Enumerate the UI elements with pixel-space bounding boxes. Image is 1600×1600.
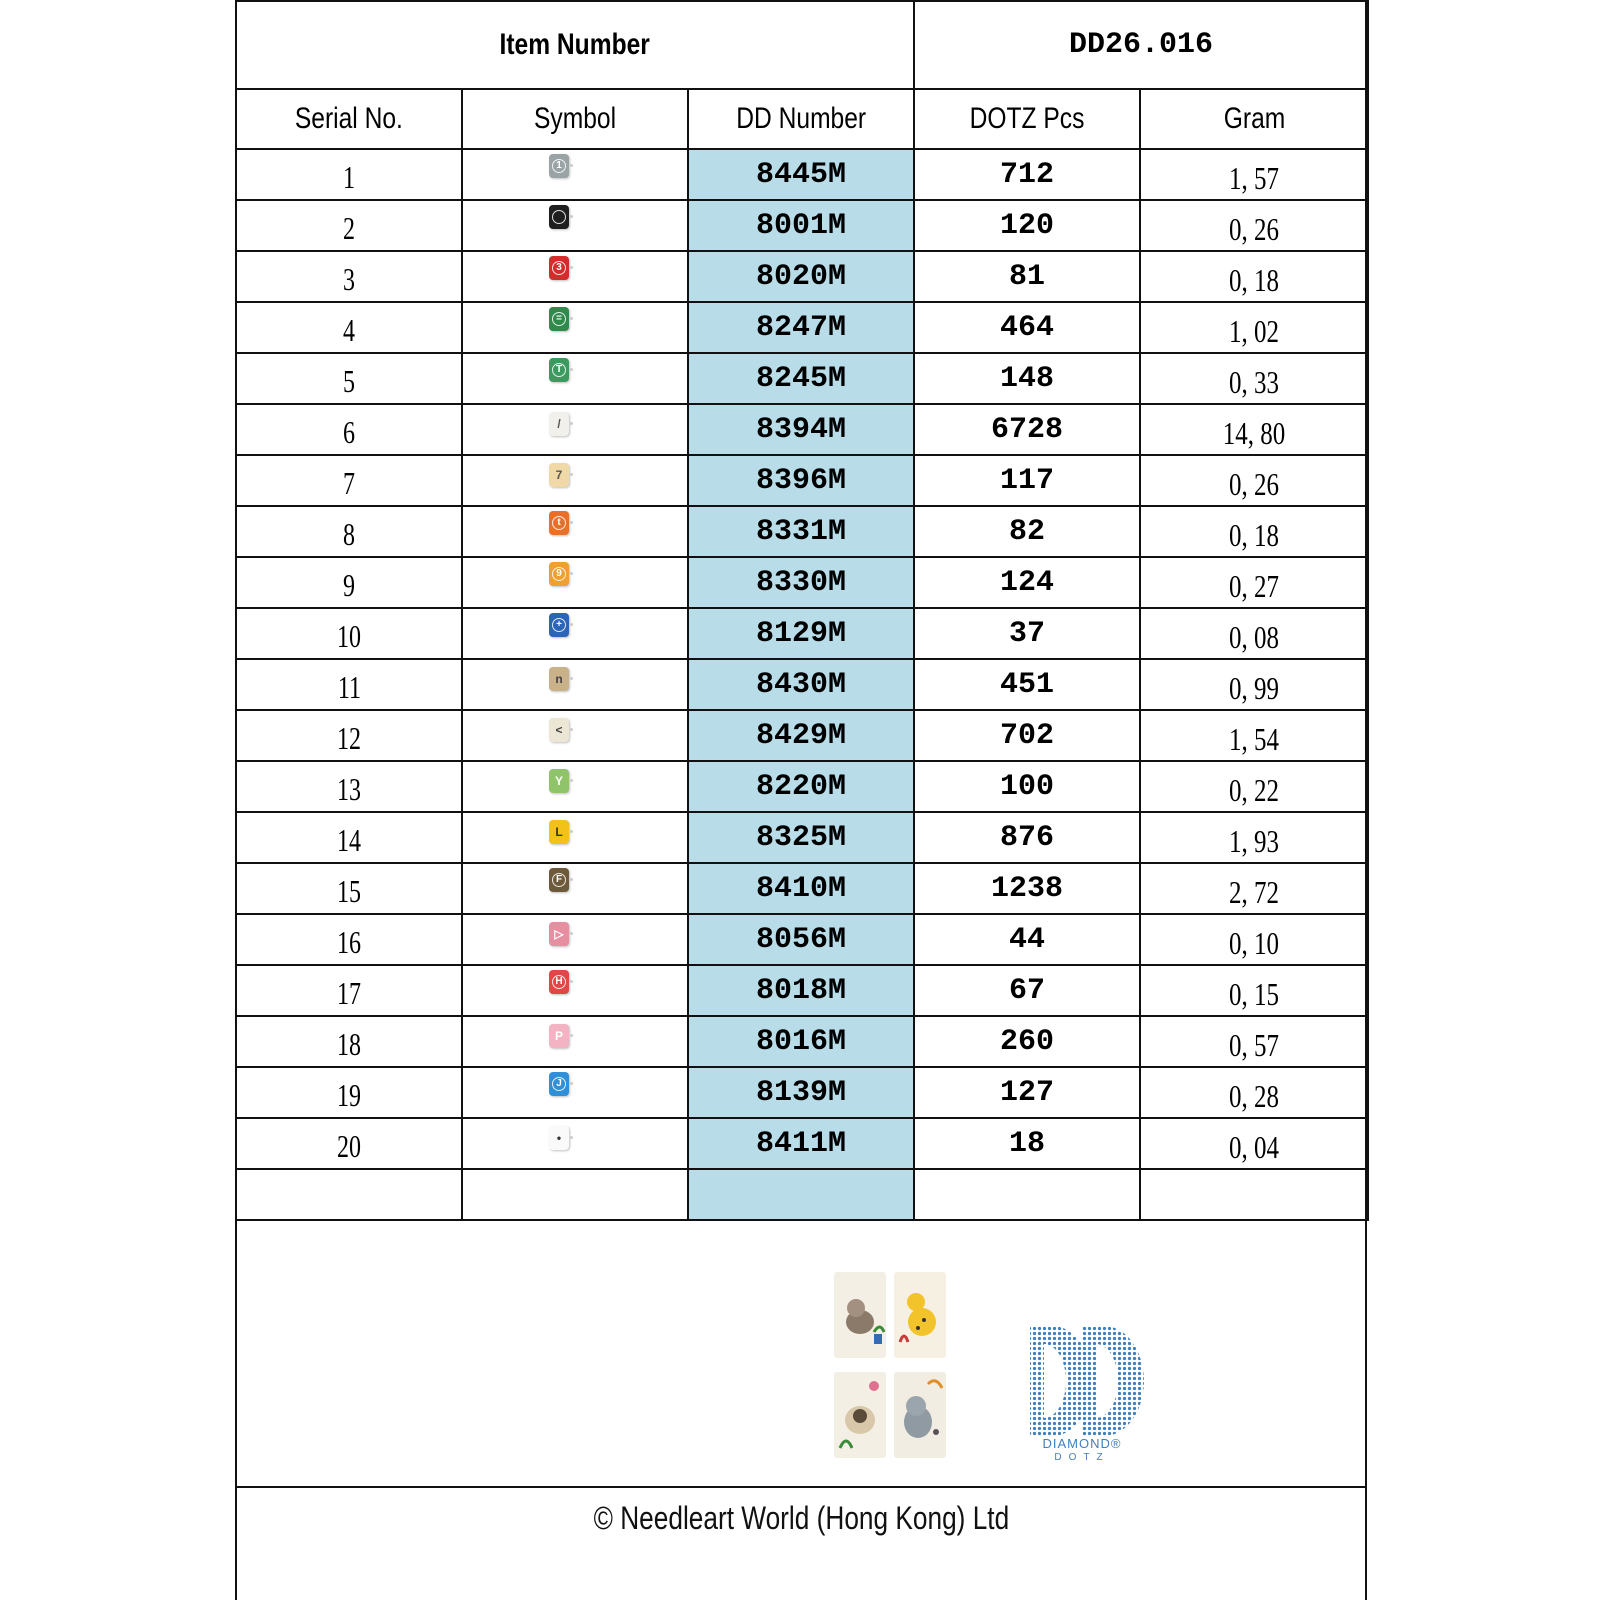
table-row — [236, 965, 1368, 1016]
header-pcs-label: DOTZ Pcs — [969, 102, 1085, 135]
dd-number-cell: 8139M — [688, 1067, 914, 1118]
dd-number-cell: 8020M — [688, 251, 914, 302]
gram-cell — [1140, 812, 1368, 863]
gram-value: 0, 26 — [1229, 211, 1279, 247]
gram-cell — [1140, 1016, 1368, 1067]
header-dd-number — [688, 89, 914, 149]
table-row — [236, 251, 1368, 302]
serial-number: 19 — [337, 1077, 361, 1113]
color-symbol-icon — [549, 511, 569, 535]
serial-cell — [236, 251, 462, 302]
dotz-pcs-cell: 67 — [914, 965, 1140, 1016]
symbol-cell — [462, 710, 688, 761]
symbol-glyph: = — [552, 312, 566, 326]
gram-value: 0, 57 — [1229, 1027, 1279, 1063]
serial-cell — [236, 302, 462, 353]
serial-cell — [236, 506, 462, 557]
gram-cell — [1140, 1118, 1368, 1169]
footer-artwork-panel — [237, 1238, 1365, 1488]
dd-number-cell: 8247M — [688, 302, 914, 353]
serial-cell — [236, 200, 462, 251]
chart-sheet — [235, 0, 1367, 1600]
serial-number: 9 — [343, 567, 355, 603]
dotz-pcs-cell: 876 — [914, 812, 1140, 863]
gram-cell — [1140, 302, 1368, 353]
serial-number: 11 — [337, 669, 361, 705]
serial-cell — [236, 812, 462, 863]
gram-value: 1, 57 — [1229, 160, 1279, 196]
empty-table-row — [236, 1169, 1368, 1220]
dd-number-cell: 8331M — [688, 506, 914, 557]
item-number-label-cell — [236, 1, 914, 89]
table-row — [236, 659, 1368, 710]
symbol-cell — [462, 251, 688, 302]
serial-cell — [236, 1016, 462, 1067]
gram-cell — [1140, 557, 1368, 608]
table-row — [236, 455, 1368, 506]
color-symbol-icon: P — [549, 1024, 569, 1048]
serial-number: 6 — [343, 414, 355, 450]
symbol-glyph — [552, 210, 566, 224]
symbol-cell — [462, 1016, 688, 1067]
dog-illustration-icon — [894, 1272, 946, 1358]
item-number-row — [236, 1, 1368, 89]
dog-illustration-icon — [894, 1372, 946, 1458]
table-row — [236, 353, 1368, 404]
serial-number: 10 — [337, 618, 361, 654]
serial-number: 13 — [337, 771, 361, 807]
gram-cell — [1140, 200, 1368, 251]
color-symbol-icon: Y — [549, 769, 569, 793]
color-symbol-icon — [549, 613, 569, 637]
copyright-text: © Needleart World (Hong Kong) Ltd — [593, 1500, 1009, 1536]
dotz-pcs-cell: 82 — [914, 506, 1140, 557]
dotz-pcs-cell: 702 — [914, 710, 1140, 761]
gram-cell — [1140, 914, 1368, 965]
dotz-pcs-cell: 81 — [914, 251, 1140, 302]
header-symbol-label: Symbol — [533, 102, 617, 135]
dd-number-cell: 8018M — [688, 965, 914, 1016]
serial-number: 15 — [337, 873, 361, 909]
symbol-cell — [462, 659, 688, 710]
serial-number: 20 — [337, 1128, 361, 1164]
table-row — [236, 200, 1368, 251]
empty-cell — [236, 1169, 462, 1220]
dotz-pcs-cell: 464 — [914, 302, 1140, 353]
symbol-cell — [462, 506, 688, 557]
header-symbol — [462, 89, 688, 149]
dotz-pcs-cell: 148 — [914, 353, 1140, 404]
color-symbol-icon — [549, 970, 569, 994]
item-number-value: DD26.016 — [1069, 28, 1214, 62]
dd-number-cell: 8330M — [688, 557, 914, 608]
dotz-pcs-cell: 127 — [914, 1067, 1140, 1118]
color-symbol-icon — [549, 307, 569, 331]
symbol-cell — [462, 200, 688, 251]
gram-value: 0, 33 — [1229, 364, 1279, 400]
gram-value: 0, 10 — [1229, 925, 1279, 961]
symbol-cell — [462, 149, 688, 200]
table-row — [236, 1067, 1368, 1118]
symbol-cell — [462, 1118, 688, 1169]
table-row — [236, 1118, 1368, 1169]
header-gram — [1140, 89, 1368, 149]
item-number-value-cell — [914, 1, 1368, 89]
table-row — [236, 302, 1368, 353]
color-symbol-icon — [549, 256, 569, 280]
diamond-dotz-logo — [1012, 1296, 1152, 1466]
dd-number-cell: 8429M — [688, 710, 914, 761]
color-symbol-icon: / — [549, 412, 569, 436]
gram-cell — [1140, 710, 1368, 761]
serial-cell — [236, 557, 462, 608]
gram-value: 0, 18 — [1229, 517, 1279, 553]
table-row — [236, 914, 1368, 965]
gram-value: 0, 26 — [1229, 466, 1279, 502]
table-row — [236, 149, 1368, 200]
color-symbol-icon — [549, 868, 569, 892]
serial-cell — [236, 1067, 462, 1118]
serial-cell — [236, 404, 462, 455]
symbol-cell — [462, 1067, 688, 1118]
gram-value: 0, 04 — [1229, 1129, 1279, 1165]
serial-cell — [236, 1118, 462, 1169]
empty-cell — [462, 1169, 688, 1220]
gram-cell — [1140, 455, 1368, 506]
dd-number-cell: 8410M — [688, 863, 914, 914]
gram-cell — [1140, 965, 1368, 1016]
gram-cell — [1140, 251, 1368, 302]
symbol-glyph: J — [552, 1077, 566, 1091]
logo-sub-text: DOTZ — [1054, 1452, 1110, 1463]
gram-cell — [1140, 659, 1368, 710]
dotz-pcs-cell: 120 — [914, 200, 1140, 251]
symbol-cell — [462, 863, 688, 914]
gram-cell — [1140, 353, 1368, 404]
gram-value: 0, 28 — [1229, 1078, 1279, 1114]
serial-cell — [236, 914, 462, 965]
serial-cell — [236, 965, 462, 1016]
symbol-glyph: H — [552, 975, 566, 989]
serial-cell — [236, 863, 462, 914]
dd-number-cell: 8056M — [688, 914, 914, 965]
dog-artwork-tile-3 — [834, 1372, 886, 1458]
symbol-cell — [462, 353, 688, 404]
symbol-glyph: 1 — [552, 159, 566, 173]
header-gram-label: Gram — [1223, 102, 1285, 135]
gram-value: 0, 08 — [1229, 619, 1279, 655]
table-row — [236, 404, 1368, 455]
dotz-pcs-cell: 712 — [914, 149, 1140, 200]
dog-illustration-icon — [834, 1372, 886, 1458]
gram-cell — [1140, 608, 1368, 659]
serial-number: 2 — [343, 210, 355, 246]
empty-cell — [1140, 1169, 1368, 1220]
symbol-glyph: 9 — [552, 567, 566, 581]
table-row — [236, 557, 1368, 608]
color-symbol-icon: • — [549, 1126, 569, 1150]
serial-cell — [236, 761, 462, 812]
serial-cell — [236, 710, 462, 761]
gram-value: 0, 99 — [1229, 670, 1279, 706]
dd-number-cell: 8430M — [688, 659, 914, 710]
symbol-cell — [462, 914, 688, 965]
color-symbol-icon: n — [549, 667, 569, 691]
gram-cell — [1140, 761, 1368, 812]
serial-number: 16 — [337, 924, 361, 960]
table-row — [236, 812, 1368, 863]
dotz-pcs-cell: 44 — [914, 914, 1140, 965]
header-serial-label: Serial No. — [294, 102, 404, 135]
serial-number: 3 — [343, 261, 355, 297]
gram-cell — [1140, 404, 1368, 455]
dd-number-cell: 8396M — [688, 455, 914, 506]
dd-number-cell: 8016M — [688, 1016, 914, 1067]
color-symbol-icon: 7 — [549, 463, 569, 487]
gram-value: 1, 02 — [1229, 313, 1279, 349]
symbol-glyph: F — [552, 873, 566, 887]
dd-number-cell: 8411M — [688, 1118, 914, 1169]
serial-number: 8 — [343, 516, 355, 552]
item-number-label: Item Number — [499, 28, 651, 61]
symbol-glyph: + — [552, 618, 566, 632]
dotz-pcs-cell: 18 — [914, 1118, 1140, 1169]
color-symbol-icon — [549, 154, 569, 178]
table-row — [236, 1016, 1368, 1067]
dotz-pcs-cell: 6728 — [914, 404, 1140, 455]
header-dd-label: DD Number — [736, 102, 866, 135]
serial-number: 12 — [337, 720, 361, 756]
gram-value: 1, 93 — [1229, 823, 1279, 859]
gram-value: 0, 27 — [1229, 568, 1279, 604]
dd-number-cell: 8001M — [688, 200, 914, 251]
symbol-cell — [462, 812, 688, 863]
gram-value: 14, 80 — [1222, 415, 1286, 451]
empty-dd-cell — [688, 1169, 914, 1220]
dotz-pcs-cell: 100 — [914, 761, 1140, 812]
dd-number-cell: 8325M — [688, 812, 914, 863]
symbol-cell — [462, 608, 688, 659]
symbol-cell — [462, 557, 688, 608]
serial-cell — [236, 149, 462, 200]
empty-cell — [914, 1169, 1140, 1220]
logo-brand-text: DIAMOND® — [1042, 1436, 1122, 1451]
dd-number-cell: 8394M — [688, 404, 914, 455]
symbol-cell — [462, 455, 688, 506]
gram-value: 0, 22 — [1229, 772, 1279, 808]
serial-number: 1 — [343, 159, 355, 195]
gram-value: 0, 18 — [1229, 262, 1279, 298]
table-row — [236, 761, 1368, 812]
gram-cell — [1140, 1067, 1368, 1118]
serial-cell — [236, 455, 462, 506]
symbol-cell — [462, 965, 688, 1016]
color-symbol-icon — [549, 1072, 569, 1096]
dog-artwork-tile-2 — [894, 1272, 946, 1358]
table-row — [236, 863, 1368, 914]
color-chart-table — [235, 0, 1369, 1221]
gram-cell — [1140, 149, 1368, 200]
dotz-pcs-cell: 124 — [914, 557, 1140, 608]
serial-number: 17 — [337, 975, 361, 1011]
gram-cell — [1140, 863, 1368, 914]
gram-cell — [1140, 506, 1368, 557]
serial-number: 7 — [343, 465, 355, 501]
gram-value: 2, 72 — [1229, 874, 1279, 910]
serial-number: 4 — [343, 312, 355, 348]
serial-number: 18 — [337, 1026, 361, 1062]
header-serial — [236, 89, 462, 149]
header-dotz-pcs — [914, 89, 1140, 149]
dotz-pcs-cell: 37 — [914, 608, 1140, 659]
symbol-glyph: 3 — [552, 261, 566, 275]
serial-cell — [236, 659, 462, 710]
symbol-glyph: T — [552, 363, 566, 377]
color-symbol-icon: ▷ — [549, 922, 569, 946]
serial-cell — [236, 353, 462, 404]
copyright-notice — [237, 1500, 1365, 1537]
color-symbol-icon — [549, 358, 569, 382]
symbol-glyph: t — [552, 516, 566, 530]
color-symbol-icon: < — [549, 718, 569, 742]
dotz-pcs-cell: 451 — [914, 659, 1140, 710]
dd-number-cell: 8220M — [688, 761, 914, 812]
dd-number-cell: 8129M — [688, 608, 914, 659]
serial-number: 5 — [343, 363, 355, 399]
color-symbol-icon — [549, 205, 569, 229]
symbol-cell — [462, 302, 688, 353]
color-symbol-icon: L — [549, 820, 569, 844]
table-row — [236, 710, 1368, 761]
dd-number-cell: 8445M — [688, 149, 914, 200]
dog-artwork-tile-1 — [834, 1272, 886, 1358]
gram-value: 1, 54 — [1229, 721, 1279, 757]
symbol-cell — [462, 404, 688, 455]
table-row — [236, 608, 1368, 659]
dd-number-cell: 8245M — [688, 353, 914, 404]
dog-illustration-icon — [834, 1272, 886, 1358]
table-row — [236, 506, 1368, 557]
dotz-pcs-cell: 260 — [914, 1016, 1140, 1067]
symbol-cell — [462, 761, 688, 812]
dotz-pcs-cell: 117 — [914, 455, 1140, 506]
serial-number: 14 — [337, 822, 361, 858]
dog-artwork-tile-4 — [894, 1372, 946, 1458]
column-header-row — [236, 89, 1368, 149]
color-symbol-icon — [549, 562, 569, 586]
dotz-pcs-cell: 1238 — [914, 863, 1140, 914]
serial-cell — [236, 608, 462, 659]
gram-value: 0, 15 — [1229, 976, 1279, 1012]
